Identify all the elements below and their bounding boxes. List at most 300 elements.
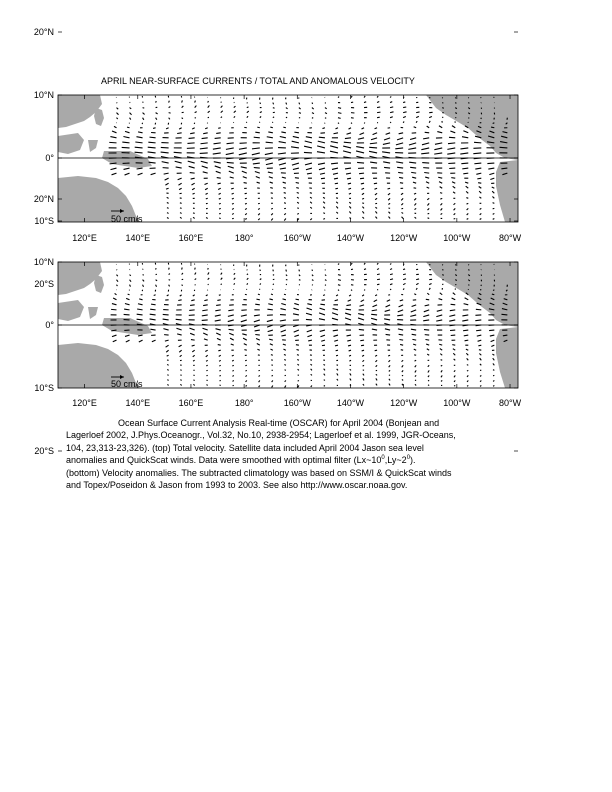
current-vector — [298, 380, 299, 381]
current-vector — [318, 141, 325, 143]
current-vector — [362, 193, 364, 194]
current-vector — [424, 310, 429, 312]
current-vector — [361, 183, 364, 184]
current-vector — [258, 218, 260, 220]
current-vector — [377, 274, 380, 275]
current-vector — [403, 269, 405, 270]
current-vector — [427, 293, 429, 295]
current-vector — [180, 203, 182, 204]
current-vector — [193, 193, 195, 194]
current-vector — [492, 294, 494, 295]
current-vector — [167, 380, 168, 381]
lat-label: 10°S — [34, 216, 54, 226]
current-vector — [422, 143, 429, 145]
current-vector — [401, 193, 403, 194]
current-vector — [331, 142, 338, 143]
current-vector — [467, 375, 468, 377]
current-vector — [167, 364, 168, 365]
current-vector — [284, 193, 286, 194]
current-vector — [229, 329, 234, 330]
current-vector — [206, 360, 208, 361]
current-vector — [439, 299, 443, 300]
current-vector — [205, 128, 208, 129]
current-vector — [292, 141, 299, 143]
current-vector — [462, 320, 468, 321]
current-vector — [116, 285, 117, 286]
current-vector — [347, 178, 351, 179]
current-vector — [206, 218, 208, 219]
current-vector — [451, 304, 456, 305]
current-vector — [369, 147, 377, 148]
current-vector — [386, 305, 391, 307]
current-vector — [150, 309, 155, 310]
current-vector — [414, 208, 416, 209]
current-vector — [247, 270, 248, 271]
current-vector — [427, 187, 430, 188]
current-vector — [338, 97, 339, 98]
current-vector — [397, 167, 403, 168]
current-vector — [338, 113, 341, 114]
current-vector — [409, 143, 416, 145]
current-vector — [427, 349, 429, 350]
current-vector — [324, 374, 325, 376]
caption-line: Lagerloef 2002, J.Phys.Oceanogr., Vol.32, No.10, 2938-2954; Lagerloef et al. 1999, JGR-Oceans, — [66, 430, 456, 441]
current-vector — [312, 108, 314, 109]
current-vector — [190, 173, 195, 174]
current-vector — [307, 304, 312, 305]
current-vector — [122, 142, 129, 143]
current-vector — [268, 304, 273, 305]
current-vector — [130, 285, 131, 287]
current-vector — [489, 173, 494, 174]
current-vector — [449, 320, 455, 321]
current-vector — [148, 142, 155, 143]
current-vector — [192, 128, 195, 129]
current-vector — [390, 96, 391, 97]
current-vector — [260, 112, 262, 113]
current-vector — [285, 385, 286, 387]
current-vector — [125, 173, 130, 175]
current-vector — [297, 193, 299, 194]
current-vector — [202, 328, 207, 330]
current-vector — [273, 270, 274, 272]
current-vector — [384, 319, 390, 320]
current-vector — [312, 113, 314, 114]
current-vector — [260, 283, 261, 284]
current-vector — [359, 305, 364, 306]
current-vector — [454, 370, 455, 371]
land-philippines — [94, 275, 104, 293]
current-vector — [208, 268, 209, 270]
current-vector — [307, 335, 311, 337]
current-vector — [491, 127, 494, 128]
current-vector — [479, 197, 481, 198]
current-vector — [350, 369, 351, 370]
current-vector — [203, 133, 208, 134]
current-vector — [310, 207, 312, 208]
current-vector — [440, 203, 442, 205]
current-vector — [306, 168, 312, 170]
current-vector — [284, 197, 286, 198]
current-vector — [254, 320, 260, 322]
current-vector — [428, 370, 429, 372]
current-vector — [455, 270, 456, 271]
current-vector — [493, 203, 495, 204]
lat-label: 0° — [45, 320, 54, 330]
current-vector — [453, 203, 455, 204]
current-vector — [348, 345, 351, 346]
current-vector — [349, 350, 351, 351]
current-vector — [416, 112, 419, 113]
current-vector — [429, 121, 430, 123]
current-vector — [244, 344, 247, 346]
current-vector — [293, 308, 298, 310]
current-vector — [385, 329, 390, 330]
current-vector — [307, 173, 312, 174]
current-vector — [176, 319, 182, 320]
current-vector — [349, 206, 351, 208]
current-vector — [180, 295, 182, 296]
current-vector — [286, 108, 288, 109]
current-vector — [164, 173, 169, 174]
current-vector — [228, 166, 234, 168]
current-vector — [338, 123, 339, 124]
current-vector — [468, 118, 469, 119]
current-vector — [493, 385, 494, 386]
current-vector — [243, 338, 247, 340]
current-vector — [390, 107, 393, 108]
current-vector — [415, 375, 416, 376]
current-vector — [228, 310, 233, 311]
current-vector — [362, 211, 364, 213]
current-vector — [219, 360, 221, 361]
current-vector — [114, 126, 117, 127]
current-vector — [282, 299, 285, 300]
current-vector — [126, 340, 130, 342]
current-vector — [377, 263, 378, 264]
current-vector — [234, 278, 236, 280]
current-vector — [311, 385, 312, 386]
current-vector — [234, 273, 235, 274]
current-vector — [362, 217, 364, 218]
current-vector — [111, 168, 117, 170]
current-vector — [189, 138, 195, 139]
current-vector — [200, 148, 208, 149]
current-vector — [325, 108, 327, 109]
current-vector — [373, 305, 378, 307]
current-vector — [130, 108, 132, 109]
current-vector — [202, 310, 207, 311]
current-vector — [284, 203, 286, 204]
current-vector — [358, 314, 364, 315]
current-vector — [465, 340, 469, 341]
current-vector — [268, 132, 273, 133]
current-vector — [467, 213, 469, 214]
current-vector — [337, 379, 338, 380]
current-vector — [245, 370, 246, 371]
current-vector — [452, 182, 455, 183]
current-vector — [247, 278, 249, 280]
current-vector — [298, 385, 299, 387]
lat-label: 10°N — [33, 90, 54, 100]
current-vector — [361, 345, 364, 346]
current-vector — [439, 182, 442, 184]
land-new-guinea — [102, 151, 152, 168]
current-vector — [297, 202, 299, 203]
current-vector — [299, 270, 300, 272]
longitude-labels — [72, 398, 521, 408]
current-vector — [296, 188, 299, 189]
current-vector — [167, 375, 168, 376]
figure-title: APRIL NEAR-SURFACE CURRENTS / TOTAL AND ANOMALOUS VELOCITY — [101, 76, 415, 86]
current-vector — [440, 198, 442, 199]
current-vector — [332, 168, 338, 169]
current-vector — [493, 363, 494, 365]
current-vector — [398, 172, 403, 173]
current-vector — [493, 123, 495, 124]
current-vector — [468, 98, 469, 99]
current-vector — [390, 112, 393, 113]
current-vector — [428, 208, 430, 210]
current-vector — [206, 385, 207, 386]
lat-label: 20°N — [33, 27, 54, 37]
current-vector — [400, 300, 403, 301]
current-vector — [384, 167, 390, 168]
current-vector — [400, 344, 403, 345]
current-vector — [416, 283, 418, 284]
current-vector — [254, 315, 260, 316]
latitude-labels — [34, 194, 55, 456]
current-vector — [109, 142, 116, 143]
current-vector — [375, 128, 378, 129]
lon-label: 80°W — [498, 398, 522, 408]
current-vector — [460, 148, 468, 149]
current-vector — [284, 354, 286, 355]
current-vector — [192, 350, 194, 352]
lon-label: 160°E — [178, 233, 204, 243]
current-vector — [285, 380, 286, 381]
current-vector — [442, 284, 443, 285]
current-vector — [491, 345, 494, 346]
current-vector — [205, 350, 207, 351]
current-vector — [259, 380, 260, 382]
current-vector — [402, 365, 403, 367]
current-vector — [174, 152, 182, 153]
longitude-labels — [72, 233, 521, 243]
current-vector — [125, 131, 130, 132]
lon-label: 160°W — [283, 233, 311, 243]
current-vector — [452, 345, 455, 346]
lat-label: 20°S — [34, 279, 54, 289]
current-vector — [349, 128, 352, 129]
current-vector — [310, 360, 312, 361]
current-vector — [362, 207, 364, 209]
current-vector — [295, 178, 299, 179]
current-vector — [388, 360, 390, 362]
current-vector — [318, 163, 325, 164]
current-vector — [123, 137, 129, 138]
current-vector — [266, 163, 273, 165]
current-vector — [350, 373, 351, 375]
current-vector — [321, 340, 325, 341]
current-vector — [388, 203, 390, 204]
current-vector — [442, 275, 444, 276]
current-vector — [206, 355, 208, 357]
current-vector — [403, 122, 404, 123]
current-vector — [215, 320, 221, 321]
current-vector — [182, 106, 184, 108]
current-vector — [464, 304, 469, 305]
current-vector — [403, 102, 405, 103]
current-vector — [363, 374, 364, 376]
current-vector — [455, 113, 457, 114]
current-vector — [232, 208, 234, 209]
current-vector — [165, 183, 168, 185]
current-vector — [452, 126, 455, 128]
current-vector — [492, 187, 495, 188]
current-vector — [116, 108, 118, 110]
current-vector — [219, 365, 220, 366]
current-vector — [179, 345, 182, 347]
current-vector — [221, 102, 222, 103]
current-vector — [323, 202, 325, 204]
land-new-guinea — [102, 318, 152, 335]
caption-line: Ocean Surface Current Analysis Real-time (OSCAR) for April 2004 (Bonjean and — [118, 418, 440, 428]
current-vector — [377, 107, 380, 108]
current-vector — [221, 284, 222, 285]
land-sulawesi — [88, 140, 98, 152]
current-vector — [345, 138, 351, 139]
current-vector — [399, 305, 404, 307]
current-vector — [325, 118, 326, 119]
current-vector — [306, 313, 312, 315]
current-vector — [110, 137, 116, 138]
current-vector — [260, 270, 261, 271]
current-vector — [296, 345, 299, 346]
current-vector — [139, 299, 142, 300]
current-vector — [242, 334, 246, 335]
lon-label: 140°E — [125, 233, 151, 243]
current-vector — [304, 146, 312, 148]
current-vector — [462, 137, 468, 138]
current-vector — [401, 350, 403, 351]
current-vector — [219, 208, 221, 209]
current-vector — [232, 360, 234, 361]
caption-line: 104, 23,313-23,326). (top) Total velocity. Satellite data included April 2004 Jason sea level — [66, 442, 424, 453]
current-vector — [270, 127, 273, 128]
current-vector — [325, 113, 327, 114]
caption-text: ,Ly~2 — [384, 455, 407, 466]
current-vector — [271, 218, 273, 220]
current-vector — [465, 182, 468, 183]
current-vector — [338, 264, 339, 265]
current-vector — [453, 186, 456, 188]
current-vector — [390, 269, 392, 270]
current-vector — [434, 153, 442, 154]
current-vector — [441, 360, 443, 361]
current-vector — [178, 300, 181, 301]
current-vector — [349, 202, 351, 203]
current-vector — [193, 355, 195, 357]
current-vector — [193, 217, 195, 218]
current-vector — [462, 315, 468, 316]
current-vector — [286, 270, 287, 272]
current-vector — [311, 374, 312, 375]
current-vector — [478, 345, 481, 346]
current-vector — [234, 111, 236, 113]
current-vector — [362, 295, 364, 296]
current-vector — [273, 103, 274, 105]
current-vector — [441, 380, 442, 381]
current-vector — [426, 344, 429, 345]
current-vector — [218, 183, 221, 184]
current-vector — [414, 198, 416, 200]
current-vector — [299, 113, 301, 114]
current-vector — [256, 177, 260, 179]
current-vector — [182, 273, 183, 275]
current-vector — [256, 299, 259, 300]
current-vector — [351, 123, 352, 124]
current-vector — [402, 212, 404, 213]
current-vector — [387, 300, 390, 302]
current-vector — [258, 208, 260, 209]
current-vector — [455, 103, 456, 104]
current-vector — [126, 298, 129, 299]
current-vector — [143, 113, 145, 115]
current-vector — [489, 330, 494, 331]
current-vector — [115, 293, 117, 294]
current-vector — [280, 309, 285, 310]
current-vector — [333, 309, 338, 310]
current-vector — [137, 168, 143, 169]
current-vector — [333, 133, 338, 134]
current-vector — [180, 384, 181, 385]
land-americas — [426, 262, 518, 327]
current-vector — [283, 349, 285, 350]
current-vector — [294, 132, 299, 133]
current-vector — [178, 178, 182, 180]
current-vector — [189, 310, 194, 311]
current-vector — [268, 172, 273, 173]
current-vector — [229, 333, 233, 335]
current-vector — [311, 369, 312, 371]
current-vector — [375, 295, 377, 296]
current-vector — [312, 118, 313, 119]
current-vector — [312, 275, 313, 276]
current-vector — [500, 147, 508, 148]
current-vector — [308, 340, 312, 341]
current-vector — [271, 355, 273, 356]
current-vector — [434, 148, 442, 150]
current-vector — [232, 370, 233, 371]
current-vector — [191, 340, 195, 341]
current-vector — [195, 279, 197, 280]
current-vector — [450, 131, 455, 133]
current-vector — [390, 102, 392, 103]
current-vector — [467, 380, 468, 381]
current-vector — [239, 148, 247, 149]
current-vector — [111, 309, 116, 310]
current-vector — [491, 340, 495, 341]
current-vector — [232, 355, 234, 356]
current-vector — [297, 349, 299, 350]
current-vector — [492, 196, 494, 198]
current-vector — [246, 385, 247, 386]
current-vector — [450, 310, 455, 311]
current-vector — [427, 126, 430, 128]
current-vector — [175, 161, 182, 163]
current-vector — [348, 300, 351, 301]
